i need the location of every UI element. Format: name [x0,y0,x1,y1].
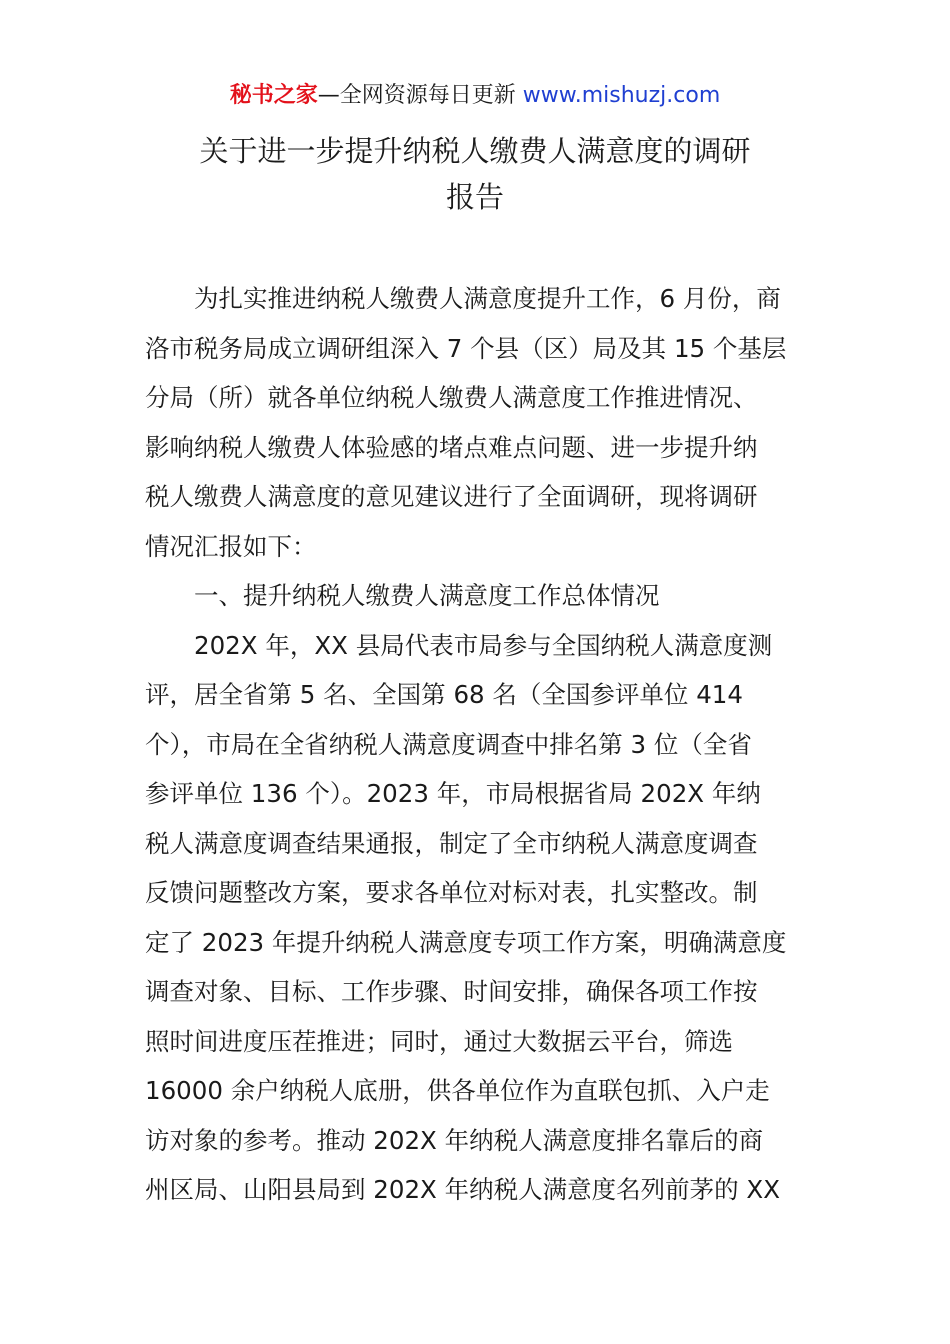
document-title-line-2: 报告 [445,180,504,214]
text-line: 定了 2023 年提升纳税人满意度专项工作方案，明确满意度 [145,927,787,957]
text-line: 照时间进度压茬推进；同时，通过大数据云平台，筛选 [145,1026,733,1056]
document-title [140,128,810,220]
text-line: 州区局、山阳县局到 202X 年纳税人满意度名列前茅的 XX [145,1175,780,1204]
section-1-paragraph [145,621,807,1215]
site-header [0,80,950,112]
text-line: 16000 余户纳税人底册，供各单位作为直联包抓、入户走 [145,1076,770,1105]
text-line: 洛市税务局成立调研组深入 7 个县（区）局及其 15 个基层 [145,333,787,363]
text-line: 情况汇报如下： [145,531,317,561]
site-tagline: —全网资源每日更新 [317,83,516,108]
text-line: 反馈问题整改方案，要求各单位对标对表，扎实整改。制 [145,878,758,907]
document-body [145,274,807,1215]
text-line: 税人满意度调查结果通报，制定了全市纳税人满意度调查 [145,828,758,858]
section-heading: 一、提升纳税人缴费人满意度工作总体情况 [194,581,660,610]
site-brand: 秘书之家 [229,83,318,108]
text-line: 影响纳税人缴费人体验感的堵点难点问题、进一步提升纳 [145,432,758,462]
site-url-link[interactable]: www.mishuzj.com [522,83,721,108]
document-title-line-1: 关于进一步提升纳税人缴费人满意度的调研 [199,134,751,168]
text-line: 参评单位 136 个）。2023 年，市局根据省局 202X 年纳 [145,779,761,808]
text-line: 个），市局在全省纳税人满意度调查中排名第 3 位（全省 [145,729,752,759]
text-line: 评，居全省第 5 名、全国第 68 名（全国参评单位 414 [145,680,743,709]
intro-paragraph [145,274,807,571]
text-line: 访对象的参考。推动 202X 年纳税人满意度排名靠后的商 [145,1125,764,1155]
text-line: 分局（所）就各单位纳税人缴费人满意度工作推进情况、 [145,383,758,412]
text-line: 税人缴费人满意度的意见建议进行了全面调研，现将调研 [145,482,758,511]
text-line: 202X 年，XX 县局代表市局参与全国纳税人满意度测 [194,630,773,660]
text-line: 调查对象、目标、工作步骤、时间安排，确保各项工作按 [145,977,758,1006]
text-line: 为扎实推进纳税人缴费人满意度提升工作，6 月份，商 [194,284,781,313]
